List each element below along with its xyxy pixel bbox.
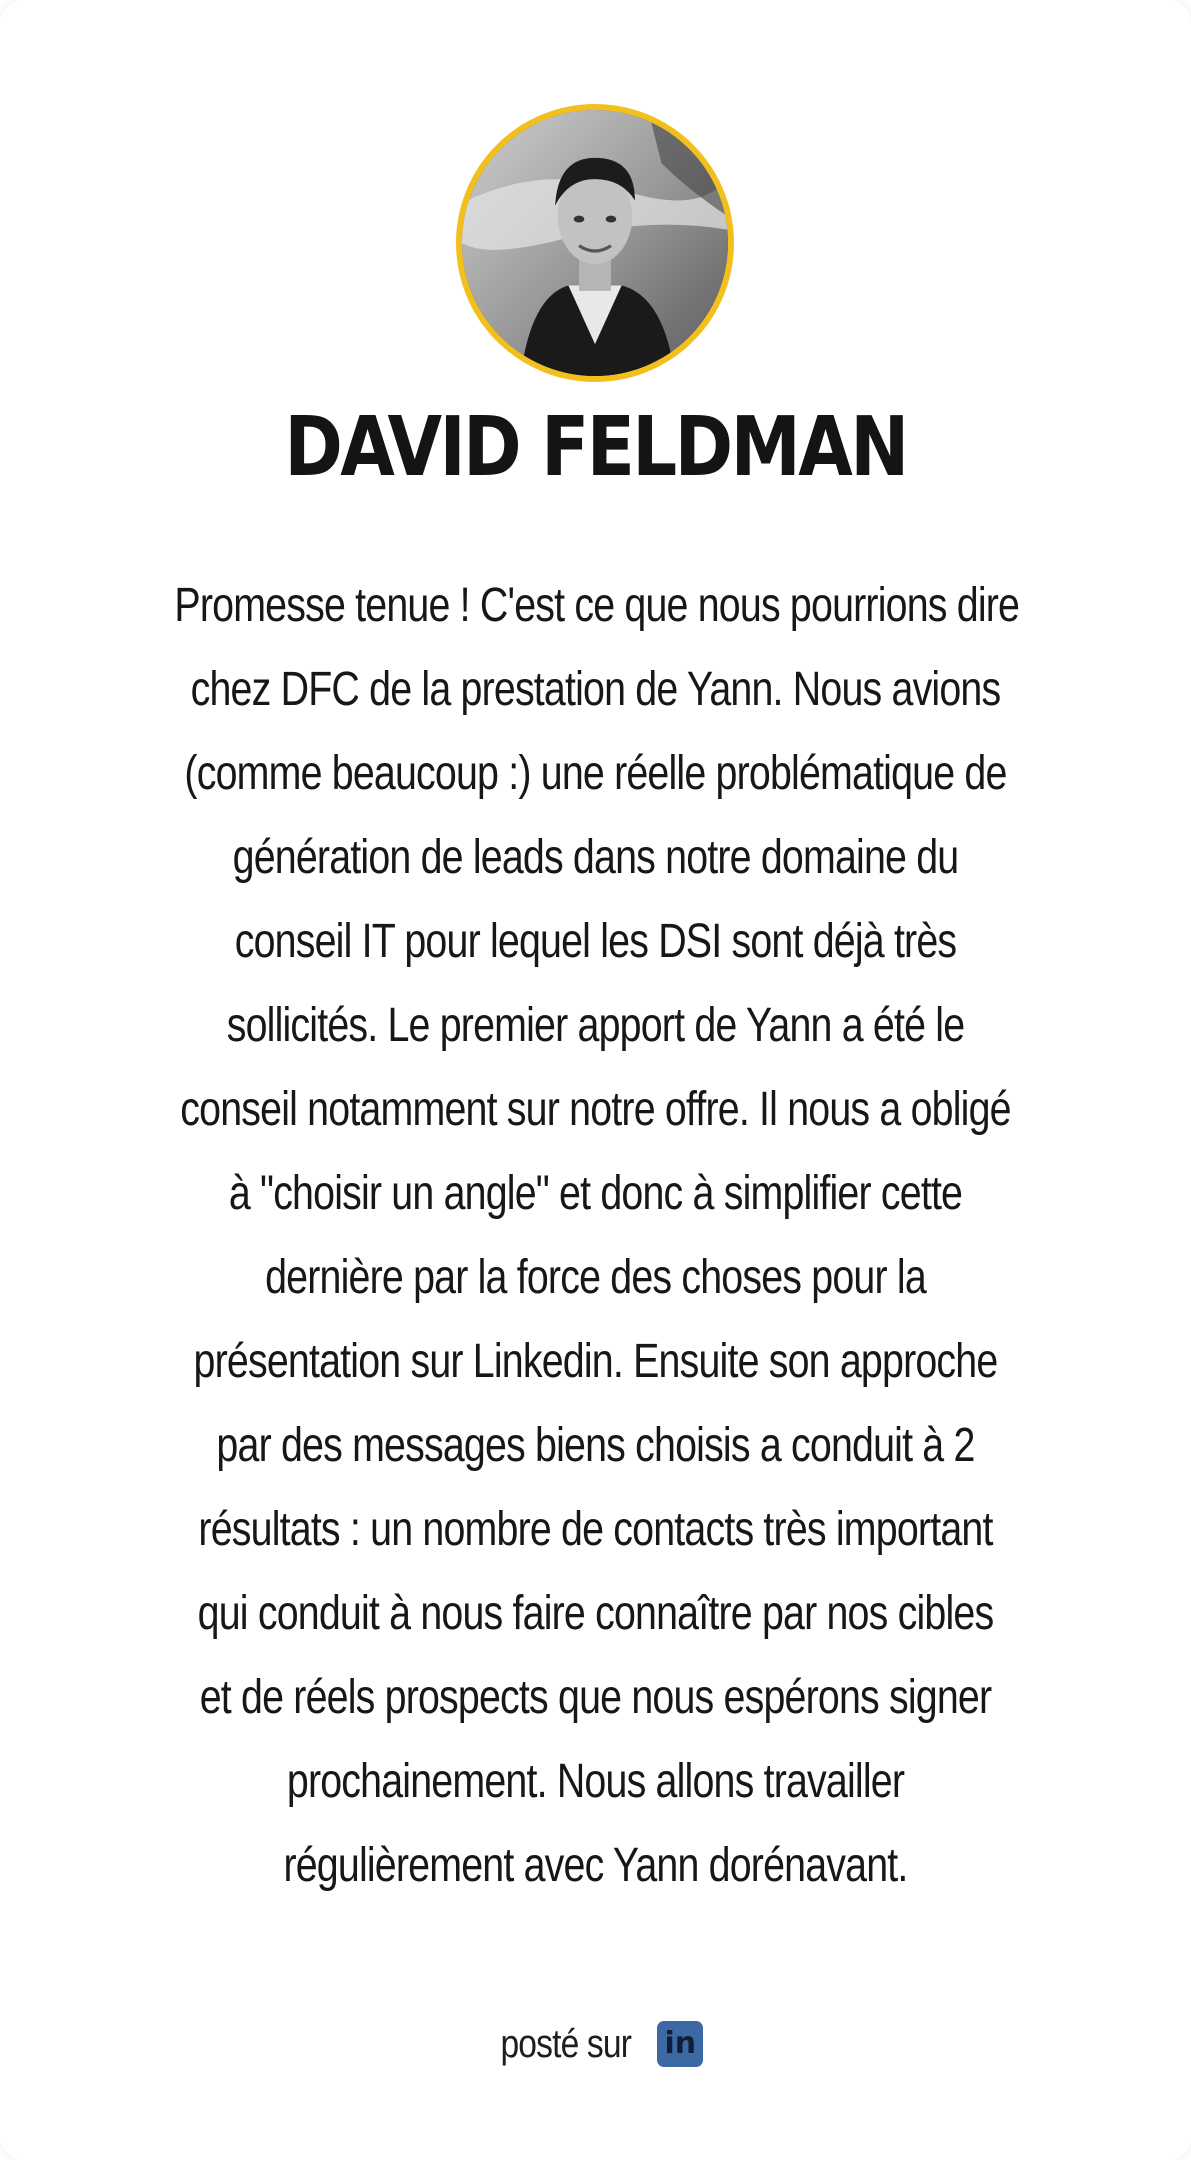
testimonial-line: conseil notamment sur notre offre. Il nous a obligé <box>180 1083 1011 1136</box>
testimonial-line: régulièrement avec Yann dorénavant. <box>283 1839 908 1892</box>
testimonial-text <box>82 564 1109 1908</box>
testimonial-line: conseil IT pour lequel les DSI sont déjà très <box>234 915 957 968</box>
posted-on-label: posté sur <box>500 2021 631 2066</box>
testimonial-line: dernière par la force des choses pour la <box>265 1251 926 1304</box>
avatar <box>456 104 734 382</box>
testimonial-line: présentation sur Linkedin. Ensuite son approche <box>193 1335 998 1388</box>
testimonial-line: et de réels prospects que nous espérons signer <box>199 1671 992 1724</box>
testimonial-line: génération de leads dans notre domaine du <box>232 831 959 884</box>
testimonial-line: (comme beaucoup :) une réelle problématique de <box>184 747 1007 800</box>
linkedin-icon[interactable]: in <box>657 2021 703 2067</box>
testimonial-line: qui conduit à nous faire connaître par nos cibles <box>197 1587 994 1640</box>
testimonial-line: sollicités. Le premier apport de Yann a été le <box>226 999 965 1052</box>
avatar-photo-icon <box>462 110 728 376</box>
testimonial-line: par des messages biens choisis a conduit à 2 <box>216 1419 975 1472</box>
testimonial-line: à "choisir un angle" et donc à simplifier cette <box>228 1167 963 1220</box>
posted-on <box>0 2016 1191 2072</box>
testimonial-line: résultats : un nombre de contacts très important <box>198 1503 993 1556</box>
person-name: DAVID FELDMAN <box>284 400 907 495</box>
testimonial-line: chez DFC de la prestation de Yann. Nous avions <box>190 663 1001 716</box>
testimonial-line: Promesse tenue ! C'est ce que nous pourrions dire <box>174 579 1020 632</box>
testimonial-line: prochainement. Nous allons travailler <box>286 1755 905 1808</box>
